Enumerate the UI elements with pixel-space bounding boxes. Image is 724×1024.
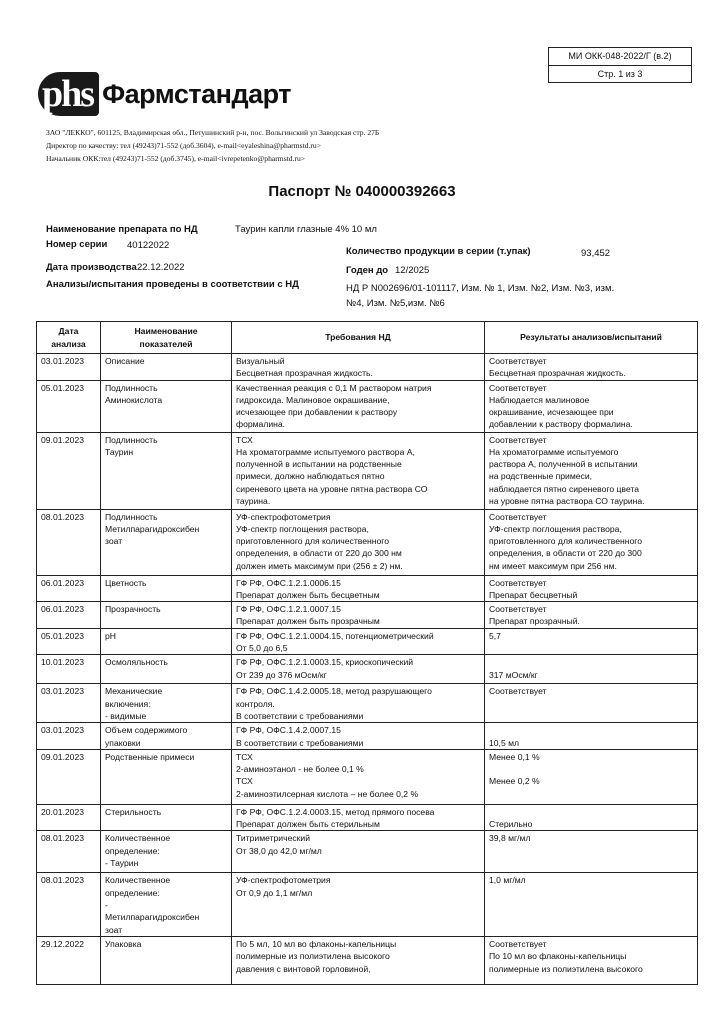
table-header-row bbox=[37, 322, 698, 354]
date-line: 09.01.2023 bbox=[41, 751, 85, 762]
indicator-line: Метилпарагидроксибен bbox=[105, 523, 200, 534]
result-line: Соответствует bbox=[489, 938, 547, 949]
cell-date bbox=[37, 723, 101, 750]
cell-requirement bbox=[232, 354, 485, 381]
cell-date bbox=[37, 873, 101, 936]
table-row bbox=[37, 628, 698, 655]
requirement-line: От 0,9 до 1,1 мг/мл bbox=[236, 887, 313, 898]
cell-indicator bbox=[101, 749, 232, 804]
result-line: На хроматограмме испытуемого bbox=[489, 446, 619, 457]
result-line: 39,8 мг/мл bbox=[489, 833, 531, 844]
indicator-line: определение: bbox=[105, 845, 160, 856]
cell-requirement bbox=[232, 432, 485, 509]
logo-name: Фармстандарт bbox=[102, 78, 291, 109]
cell-date bbox=[37, 936, 101, 984]
cell-result bbox=[485, 723, 698, 750]
requirement-line: полученной в испытании на родственные bbox=[236, 459, 402, 470]
result-line bbox=[489, 724, 694, 736]
indicator-line: Цветность bbox=[105, 577, 147, 588]
header-requirements: Требования НД bbox=[232, 322, 485, 354]
result-line: Соответствует bbox=[489, 604, 547, 615]
cell-requirement bbox=[232, 655, 485, 684]
cell-requirement bbox=[232, 628, 485, 655]
requirement-line: Препарат должен быть прозрачным bbox=[236, 616, 380, 627]
result-line: Менее 0,2 % bbox=[489, 776, 540, 787]
table-row bbox=[37, 749, 698, 804]
logo-mark: phs bbox=[38, 72, 99, 116]
requirement-line: УФ-спектр поглощения раствора, bbox=[236, 523, 369, 534]
cell-requirement bbox=[232, 749, 485, 804]
cell-indicator bbox=[101, 873, 232, 936]
quantity-label: Количество продукции в серии (т.упак) bbox=[346, 246, 531, 257]
table-row bbox=[37, 575, 698, 602]
table-row bbox=[37, 684, 698, 723]
result-line: Препарат бесцветный bbox=[489, 589, 578, 600]
requirement-line: От 239 до 376 мОсм/кг bbox=[236, 669, 327, 680]
production-date-value: 22.12.2022 bbox=[137, 262, 185, 273]
requirement-line: исчезающее при добавлении к раствору bbox=[236, 407, 398, 418]
indicator-line: определение: bbox=[105, 887, 160, 898]
result-line: на уровне пятна раствора СО таурина. bbox=[489, 496, 645, 507]
indicator-line: Механические bbox=[105, 686, 163, 697]
cell-requirement bbox=[232, 575, 485, 602]
cell-result bbox=[485, 936, 698, 984]
result-line: приготовленного для количественного bbox=[489, 536, 642, 547]
requirement-line: В соответствии с требованиями bbox=[236, 710, 364, 721]
cell-result bbox=[485, 831, 698, 873]
indicator-line: Описание bbox=[105, 356, 145, 366]
requirement-line: ГФ РФ, ОФС.1.2.1.0007.15 bbox=[236, 604, 341, 615]
cell-result bbox=[485, 509, 698, 575]
indicator-line: Подлинность bbox=[105, 434, 158, 445]
indicator-line: Упаковка bbox=[105, 938, 142, 949]
date-line: 03.01.2023 bbox=[41, 686, 85, 697]
product-name-value: Таурин капли глазные 4% 10 мл bbox=[235, 224, 377, 235]
cell-indicator bbox=[101, 628, 232, 655]
cell-result bbox=[485, 354, 698, 381]
result-line: Соответствует bbox=[489, 511, 547, 522]
date-line: 06.01.2023 bbox=[41, 604, 85, 615]
passport-title: Паспорт № 040000392663 bbox=[268, 183, 456, 200]
result-line: нм имеет максимум при 256 нм. bbox=[489, 560, 617, 571]
production-date-label: Дата производства bbox=[46, 262, 137, 273]
indicator-line: Количественное bbox=[105, 875, 171, 886]
indicator-line: Стерильность bbox=[105, 806, 162, 817]
document-code: МИ ОКК-048-2022/Г (в.2) bbox=[549, 48, 691, 66]
result-line: Соответствует bbox=[489, 356, 547, 366]
cell-indicator bbox=[101, 380, 232, 432]
indicator-line: зоат bbox=[105, 536, 123, 547]
cell-date bbox=[37, 628, 101, 655]
result-line: раствора А, полученной в испытании bbox=[489, 459, 638, 470]
cell-requirement bbox=[232, 509, 485, 575]
indicator-line: включения: bbox=[105, 698, 151, 709]
requirement-line: На хроматограмме испытуемого раствора А, bbox=[236, 446, 415, 457]
requirement-line: ГФ РФ, ОФС.1.4.2.0005.18, метод разрушающего bbox=[236, 686, 432, 697]
series-value: 40122022 bbox=[127, 240, 170, 251]
requirement-line: приготовленного для количественного bbox=[236, 536, 389, 547]
header-indicator-name: Наименование показателей bbox=[101, 322, 232, 354]
requirement-line: Качественная реакция с 0,1 М раствором натрия bbox=[236, 382, 432, 393]
table-row bbox=[37, 831, 698, 873]
requirement-line: контроля. bbox=[236, 698, 275, 709]
indicator-line: Количественное bbox=[105, 833, 171, 844]
cell-result bbox=[485, 432, 698, 509]
indicator-line: Осмоляльность bbox=[105, 657, 168, 668]
requirement-line: должен иметь максимум при (256 ± 2) нм. bbox=[236, 560, 403, 571]
header-results: Результаты анализов/испытаний bbox=[485, 322, 698, 354]
header-date: Дата анализа bbox=[37, 322, 101, 354]
cell-indicator bbox=[101, 684, 232, 723]
cell-date bbox=[37, 655, 101, 684]
indicator-line: упаковки bbox=[105, 737, 141, 748]
result-line: Соответствует bbox=[489, 382, 547, 393]
cell-indicator bbox=[101, 831, 232, 873]
date-line: 29.12.2022 bbox=[41, 938, 85, 949]
result-line: 5,7 bbox=[489, 630, 501, 641]
requirement-line: От 5,0 до 6,5 bbox=[236, 643, 288, 654]
cell-indicator bbox=[101, 432, 232, 509]
requirement-line: От 38,0 до 42,0 мг/мл bbox=[236, 845, 322, 856]
cell-date bbox=[37, 380, 101, 432]
page-number: Стр. 1 из 3 bbox=[597, 69, 643, 79]
cell-indicator bbox=[101, 509, 232, 575]
indicator-line: Аминокислота bbox=[105, 394, 163, 405]
cell-requirement bbox=[232, 804, 485, 831]
table-row bbox=[37, 509, 698, 575]
cell-requirement bbox=[232, 602, 485, 629]
requirement-line: Бесцветная прозрачная жидкость. bbox=[236, 368, 373, 379]
requirement-line: ГФ РФ, ОФС.1.2.1.0003.15, криоскопический bbox=[236, 657, 414, 668]
result-line bbox=[489, 806, 694, 818]
analysis-results-table bbox=[36, 321, 698, 985]
cell-date bbox=[37, 509, 101, 575]
table-row bbox=[37, 804, 698, 831]
cell-indicator bbox=[101, 655, 232, 684]
qc-head-contact: Начальник ОКК:тел (49243)71-552 (доб.3745), e-mail<ivrepetenko@pharmstd.ru> bbox=[46, 154, 306, 163]
date-line: 20.01.2023 bbox=[41, 806, 85, 817]
requirement-line: давления с винтовой горловиной, bbox=[236, 963, 371, 974]
indicator-line: Подлинность bbox=[105, 511, 158, 522]
indicator-line: Прозрачность bbox=[105, 604, 161, 615]
requirement-line: ТСХ bbox=[236, 751, 253, 762]
cell-requirement bbox=[232, 831, 485, 873]
series-label: Номер серии bbox=[46, 239, 108, 250]
cell-requirement bbox=[232, 684, 485, 723]
indicator-line: Подлинность bbox=[105, 382, 158, 393]
requirement-line: определения, в области от 220 до 300 нм bbox=[236, 548, 402, 559]
requirement-line: гидроксида. Малиновое окрашивание, bbox=[236, 394, 390, 405]
result-line: добавлении к раствору формалина. bbox=[489, 419, 633, 430]
requirement-line: Визуальный bbox=[236, 356, 285, 366]
result-line: наблюдается пятно сиреневого цвета bbox=[489, 483, 639, 494]
result-line: Наблюдается малиновое bbox=[489, 394, 590, 405]
date-line: 08.01.2023 bbox=[41, 875, 85, 886]
requirement-line: УФ-спектрофотометрия bbox=[236, 875, 331, 886]
table-row bbox=[37, 655, 698, 684]
cell-result bbox=[485, 749, 698, 804]
indicator-line: pH bbox=[105, 630, 116, 641]
requirement-line: Препарат должен быть стерильным bbox=[236, 819, 380, 830]
cell-date bbox=[37, 684, 101, 723]
cell-result bbox=[485, 575, 698, 602]
requirement-line: формалина. bbox=[236, 419, 286, 430]
cell-result bbox=[485, 628, 698, 655]
table-row bbox=[37, 936, 698, 984]
cell-date bbox=[37, 432, 101, 509]
result-line bbox=[489, 656, 694, 668]
document-id-box bbox=[548, 47, 692, 83]
requirement-line: Препарат должен быть бесцветным bbox=[236, 589, 380, 600]
nd-reference-line2: №4, Изм. №5,изм. №6 bbox=[346, 298, 445, 309]
date-line: 10.01.2023 bbox=[41, 657, 85, 668]
indicator-line: - bbox=[105, 900, 108, 911]
cell-indicator bbox=[101, 354, 232, 381]
result-line: Соответствует bbox=[489, 577, 547, 588]
table-row bbox=[37, 602, 698, 629]
date-line: 05.01.2023 bbox=[41, 382, 85, 393]
indicator-line: зоат bbox=[105, 924, 123, 935]
cell-result bbox=[485, 873, 698, 936]
result-line: окрашивание, исчезающее при bbox=[489, 407, 614, 418]
date-line: 09.01.2023 bbox=[41, 434, 85, 445]
cell-requirement bbox=[232, 380, 485, 432]
table-row bbox=[37, 723, 698, 750]
cell-date bbox=[37, 749, 101, 804]
result-line: Препарат прозрачный. bbox=[489, 616, 580, 627]
cell-requirement bbox=[232, 936, 485, 984]
cell-date bbox=[37, 804, 101, 831]
date-line: 03.01.2023 bbox=[41, 356, 85, 366]
requirement-line: 2-аминоэтилсерная кислота – не более 0,2 % bbox=[236, 788, 419, 799]
date-line: 06.01.2023 bbox=[41, 577, 85, 588]
result-line: 10,5 мл bbox=[489, 737, 520, 748]
cell-result bbox=[485, 380, 698, 432]
requirement-line: ГФ РФ, ОФС.1.2.1.0006.15 bbox=[236, 577, 341, 588]
company-logo bbox=[38, 72, 291, 116]
cell-indicator bbox=[101, 723, 232, 750]
table-row bbox=[37, 432, 698, 509]
result-line: 317 мОсм/кг bbox=[489, 669, 538, 680]
requirement-line: УФ-спектрофотометрия bbox=[236, 511, 331, 522]
result-line: определения, в области от 220 до 300 bbox=[489, 548, 642, 559]
cell-date bbox=[37, 354, 101, 381]
requirement-line: ГФ РФ, ОФС.1.2.1.0004.15, потенциометрический bbox=[236, 630, 434, 641]
date-line: 08.01.2023 bbox=[41, 833, 85, 844]
table-row bbox=[37, 380, 698, 432]
requirement-line: В соответствии с требованиями bbox=[236, 737, 364, 748]
cell-requirement bbox=[232, 873, 485, 936]
result-line: Стерильно bbox=[489, 819, 533, 830]
indicator-line: Метилпарагидроксибен bbox=[105, 912, 200, 923]
result-line: Соответствует bbox=[489, 686, 547, 697]
cell-result bbox=[485, 602, 698, 629]
cell-indicator bbox=[101, 602, 232, 629]
result-line bbox=[489, 763, 694, 775]
cell-result bbox=[485, 655, 698, 684]
analysis-basis-label: Анализы/испытания проведены в соответствии с НД bbox=[46, 279, 299, 290]
requirement-line: ТСХ bbox=[236, 776, 253, 787]
result-line: Менее 0,1 % bbox=[489, 751, 540, 762]
quantity-value: 93,452 bbox=[581, 248, 611, 259]
cell-date bbox=[37, 575, 101, 602]
indicator-line: Таурин bbox=[105, 446, 134, 457]
date-line: 03.01.2023 bbox=[41, 725, 85, 736]
table-row bbox=[37, 354, 698, 381]
cell-indicator bbox=[101, 804, 232, 831]
requirement-line: сиреневого цвета на уровне пятна раствора СО bbox=[236, 483, 428, 494]
nd-reference-line1: НД Р N002696/01-101117, Изм. № 1, Изм. №2, Изм. №3, изм. bbox=[346, 283, 615, 294]
cell-result bbox=[485, 684, 698, 723]
requirement-line: таурина. bbox=[236, 496, 271, 507]
cell-date bbox=[37, 602, 101, 629]
result-line: на родственные примеси, bbox=[489, 471, 593, 482]
cell-date bbox=[37, 831, 101, 873]
requirement-line: Титриметрический bbox=[236, 833, 311, 844]
product-name-label: Наименование препарата по НД bbox=[46, 224, 198, 235]
result-line: Соответствует bbox=[489, 434, 547, 445]
cell-requirement bbox=[232, 723, 485, 750]
expiry-value: 12/2025 bbox=[395, 265, 430, 276]
result-line: полимерные из полиэтилена высокого bbox=[489, 963, 643, 974]
requirement-line: ТСХ bbox=[236, 434, 253, 445]
cell-indicator bbox=[101, 575, 232, 602]
result-line: Бесцветная прозрачная жидкость. bbox=[489, 368, 626, 379]
indicator-line: Объем содержимого bbox=[105, 725, 188, 736]
requirement-line: По 5 мл, 10 мл во флаконы-капельницы bbox=[236, 938, 397, 949]
cell-indicator bbox=[101, 936, 232, 984]
quality-director-contact: Директор по качеству: тел (49243)71-552 (доб.3604), e-mail<eyaleshina@pharmstd.ru> bbox=[46, 141, 321, 150]
requirement-line: полимерные из полиэтилена высокого bbox=[236, 951, 390, 962]
requirement-line: ГФ РФ, ОФС.1.4.2.0007.15 bbox=[236, 725, 341, 736]
requirement-line: примеси, должно наблюдаться пятно bbox=[236, 471, 385, 482]
requirement-line: 2-аминоэтанол - не более 0,1 % bbox=[236, 764, 364, 775]
date-line: 05.01.2023 bbox=[41, 630, 85, 641]
indicator-line: - видимые bbox=[105, 710, 147, 721]
result-line: УФ-спектр поглощения раствора, bbox=[489, 523, 622, 534]
requirement-line: ГФ РФ, ОФС.1.2.4.0003.15, метод прямого посева bbox=[236, 806, 435, 817]
cell-result bbox=[485, 804, 698, 831]
indicator-line: Родственные примеси bbox=[105, 751, 195, 762]
result-line: По 10 мл во флаконы-капельницы bbox=[489, 951, 627, 962]
company-address: ЗАО "ЛЕККО", 601125, Владимирская обл., Петушинский р-н, пос. Вольгинский ул Заводская стр. 27Б bbox=[46, 128, 380, 137]
indicator-line: - Таурин bbox=[105, 858, 139, 869]
table-row bbox=[37, 873, 698, 936]
date-line: 08.01.2023 bbox=[41, 511, 85, 522]
result-line: 1,0 мг/мл bbox=[489, 875, 526, 886]
expiry-label: Годен до bbox=[346, 265, 389, 276]
